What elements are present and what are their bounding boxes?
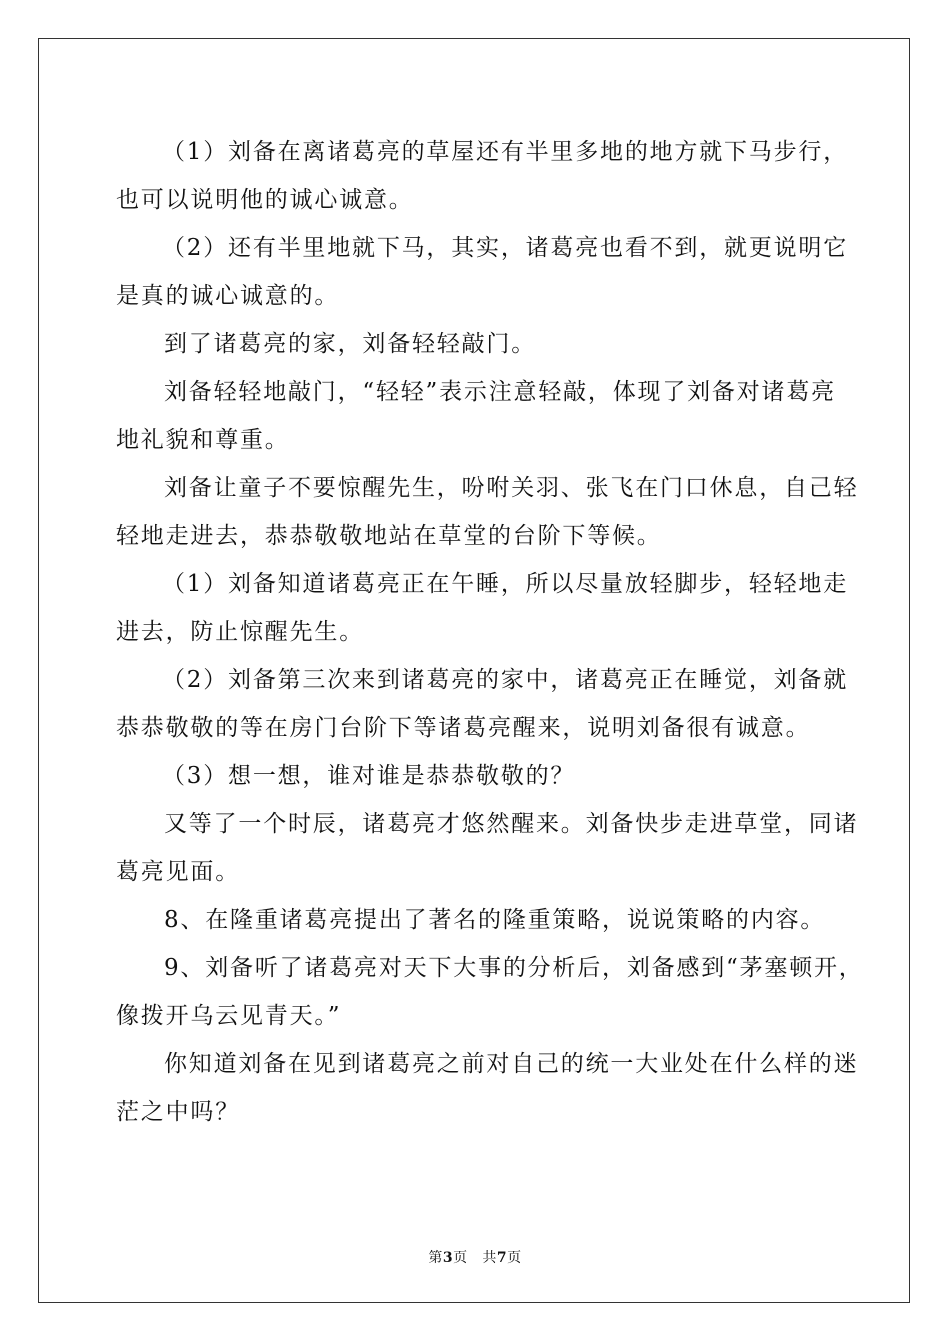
page-suffix: 页 xyxy=(453,1250,468,1266)
total-prefix: 共 xyxy=(482,1250,497,1266)
paragraph-line: 9、刘备听了诸葛亮对天下大事的分析后，刘备感到“茅塞顿开， xyxy=(164,955,864,981)
paragraph-line: （3）想一想，谁对谁是恭恭敬敬的？ xyxy=(162,763,576,789)
page-number: 3 xyxy=(442,1250,454,1266)
paragraph-8 xyxy=(116,752,836,800)
paragraph-line: （2）还有半里地就下马，其实，诸葛亮也看不到，就更说明它 xyxy=(162,235,849,261)
paragraph-5 xyxy=(116,464,859,560)
paragraph-line: （2）刘备第三次来到诸葛亮的家中，诸葛亮正在睡觉，刘备就 xyxy=(162,667,849,693)
total-pages: 7 xyxy=(496,1250,508,1266)
paragraph-11 xyxy=(116,944,864,1040)
paragraph-12 xyxy=(116,1040,859,1136)
paragraph-2 xyxy=(116,224,849,320)
paragraph-line: 葛亮见面。 xyxy=(116,859,240,885)
paragraph-line: 茫之中吗？ xyxy=(116,1099,240,1125)
paragraph-4 xyxy=(116,368,836,464)
paragraph-line: 刘备让童子不要惊醒先生，吩咐关羽、张飞在门口休息，自己轻 xyxy=(164,475,859,501)
paragraph-7 xyxy=(116,656,849,752)
total-suffix: 页 xyxy=(507,1250,522,1266)
paragraph-10 xyxy=(116,896,836,944)
paragraph-line: 你知道刘备在见到诸葛亮之前对自己的统一大业处在什么样的迷 xyxy=(164,1051,859,1077)
paragraph-line: 进去，防止惊醒先生。 xyxy=(116,619,364,645)
paragraph-line: 到了诸葛亮的家，刘备轻轻敲门。 xyxy=(164,331,536,357)
paragraph-line: 8、在隆重诸葛亮提出了著名的隆重策略，说说策略的内容。 xyxy=(164,907,826,933)
paragraph-line: 刘备轻轻地敲门，“轻轻”表示注意轻敲，体现了刘备对诸葛亮 xyxy=(164,379,836,405)
paragraph-9 xyxy=(116,800,859,896)
paragraph-line: 也可以说明他的诚心诚意。 xyxy=(116,187,414,213)
paragraph-3 xyxy=(116,320,836,368)
paragraph-line: 像拨开乌云见青天。” xyxy=(116,1003,342,1029)
paragraph-6 xyxy=(116,560,849,656)
page-prefix: 第 xyxy=(428,1250,443,1266)
page-footer xyxy=(0,1247,950,1267)
paragraph-line: （1）刘备在离诸葛亮的草屋还有半里多地的地方就下马步行， xyxy=(162,139,849,165)
document-body xyxy=(116,128,864,1136)
paragraph-line: 恭恭敬敬的等在房门台阶下等诸葛亮醒来，说明刘备很有诚意。 xyxy=(116,715,811,741)
paragraph-line: 又等了一个时辰，诸葛亮才悠然醒来。刘备快步走进草堂，同诸 xyxy=(164,811,859,837)
paragraph-line: 是真的诚心诚意的。 xyxy=(116,283,340,309)
paragraph-line: 轻地走进去，恭恭敬敬地站在草堂的台阶下等候。 xyxy=(116,523,662,549)
paragraph-line: （1）刘备知道诸葛亮正在午睡，所以尽量放轻脚步，轻轻地走 xyxy=(162,571,849,597)
paragraph-1 xyxy=(116,128,849,224)
paragraph-line: 地礼貌和尊重。 xyxy=(116,427,290,453)
